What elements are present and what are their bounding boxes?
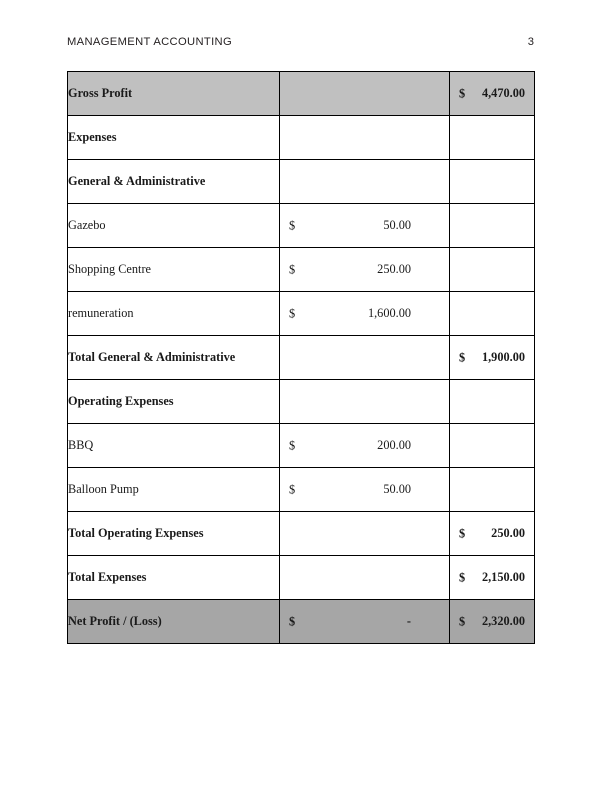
currency-symbol: $ [289, 218, 296, 232]
detail-amount-cell [280, 424, 450, 468]
amount-value: 250.00 [491, 526, 525, 540]
total-amount-cell [450, 424, 535, 468]
table-row [68, 380, 535, 424]
table-row [68, 556, 535, 600]
currency-symbol: $ [459, 350, 466, 364]
total-amount-cell [450, 380, 535, 424]
total-amount-cell [450, 204, 535, 248]
detail-amount-cell [280, 292, 450, 336]
amount-value: - [406, 614, 411, 628]
amount-value: 200.00 [377, 438, 411, 452]
row-label-cell: remuneration [68, 292, 280, 336]
currency-symbol: $ [289, 438, 296, 452]
detail-amount-cell [280, 600, 450, 644]
row-label-cell: Total Operating Expenses [68, 512, 280, 556]
currency-symbol: $ [459, 570, 466, 584]
amount-value: 50.00 [383, 482, 411, 496]
total-amount-cell [450, 116, 535, 160]
detail-amount-cell [280, 72, 450, 116]
total-amount-cell [450, 468, 535, 512]
table-row [68, 512, 535, 556]
table-row [68, 248, 535, 292]
amount-value: 50.00 [383, 218, 411, 232]
table-row [68, 600, 535, 644]
amount-value: 4,470.00 [481, 86, 525, 100]
detail-amount-cell [280, 336, 450, 380]
page-number: 3 [527, 36, 534, 48]
page-running-header [67, 32, 534, 52]
currency-symbol: $ [289, 482, 296, 496]
table-row [68, 468, 535, 512]
row-label-cell: Expenses [68, 116, 280, 160]
detail-amount-cell [280, 468, 450, 512]
total-amount-cell [450, 160, 535, 204]
row-label-cell: Total General & Administrative [68, 336, 280, 380]
document-title: MANAGEMENT ACCOUNTING [67, 36, 233, 48]
row-label-cell: Total Expenses [68, 556, 280, 600]
table-row [68, 424, 535, 468]
currency-symbol: $ [289, 306, 296, 320]
amount-value: 250.00 [377, 262, 411, 276]
table-row [68, 204, 535, 248]
total-amount-cell [450, 292, 535, 336]
amount-value: 2,320.00 [481, 614, 525, 628]
detail-amount-cell [280, 556, 450, 600]
row-label-cell: Shopping Centre [68, 248, 280, 292]
row-label-cell: Gross Profit [68, 72, 280, 116]
amount-value: 1,900.00 [481, 350, 525, 364]
currency-symbol: $ [459, 526, 466, 540]
currency-symbol: $ [459, 614, 466, 628]
currency-symbol: $ [459, 86, 466, 100]
amount-value: 2,150.00 [481, 570, 525, 584]
detail-amount-cell [280, 116, 450, 160]
table-row [68, 116, 535, 160]
table-row [68, 72, 535, 116]
table-row [68, 292, 535, 336]
detail-amount-cell [280, 204, 450, 248]
table-row [68, 160, 535, 204]
total-amount-cell [450, 556, 535, 600]
row-label-cell: Net Profit / (Loss) [68, 600, 280, 644]
row-label-cell: General & Administrative [68, 160, 280, 204]
row-label-cell: Balloon Pump [68, 468, 280, 512]
table-row [68, 336, 535, 380]
row-label-cell: BBQ [68, 424, 280, 468]
row-label-cell: Operating Expenses [68, 380, 280, 424]
table-body [68, 72, 535, 644]
total-amount-cell [450, 512, 535, 556]
currency-symbol: $ [289, 614, 296, 628]
row-label-cell: Gazebo [68, 204, 280, 248]
detail-amount-cell [280, 380, 450, 424]
amount-value: 1,600.00 [367, 306, 411, 320]
total-amount-cell [450, 336, 535, 380]
total-amount-cell [450, 600, 535, 644]
total-amount-cell [450, 248, 535, 292]
detail-amount-cell [280, 160, 450, 204]
currency-symbol: $ [289, 262, 296, 276]
income-statement-table [67, 71, 535, 644]
detail-amount-cell [280, 512, 450, 556]
total-amount-cell [450, 72, 535, 116]
detail-amount-cell [280, 248, 450, 292]
